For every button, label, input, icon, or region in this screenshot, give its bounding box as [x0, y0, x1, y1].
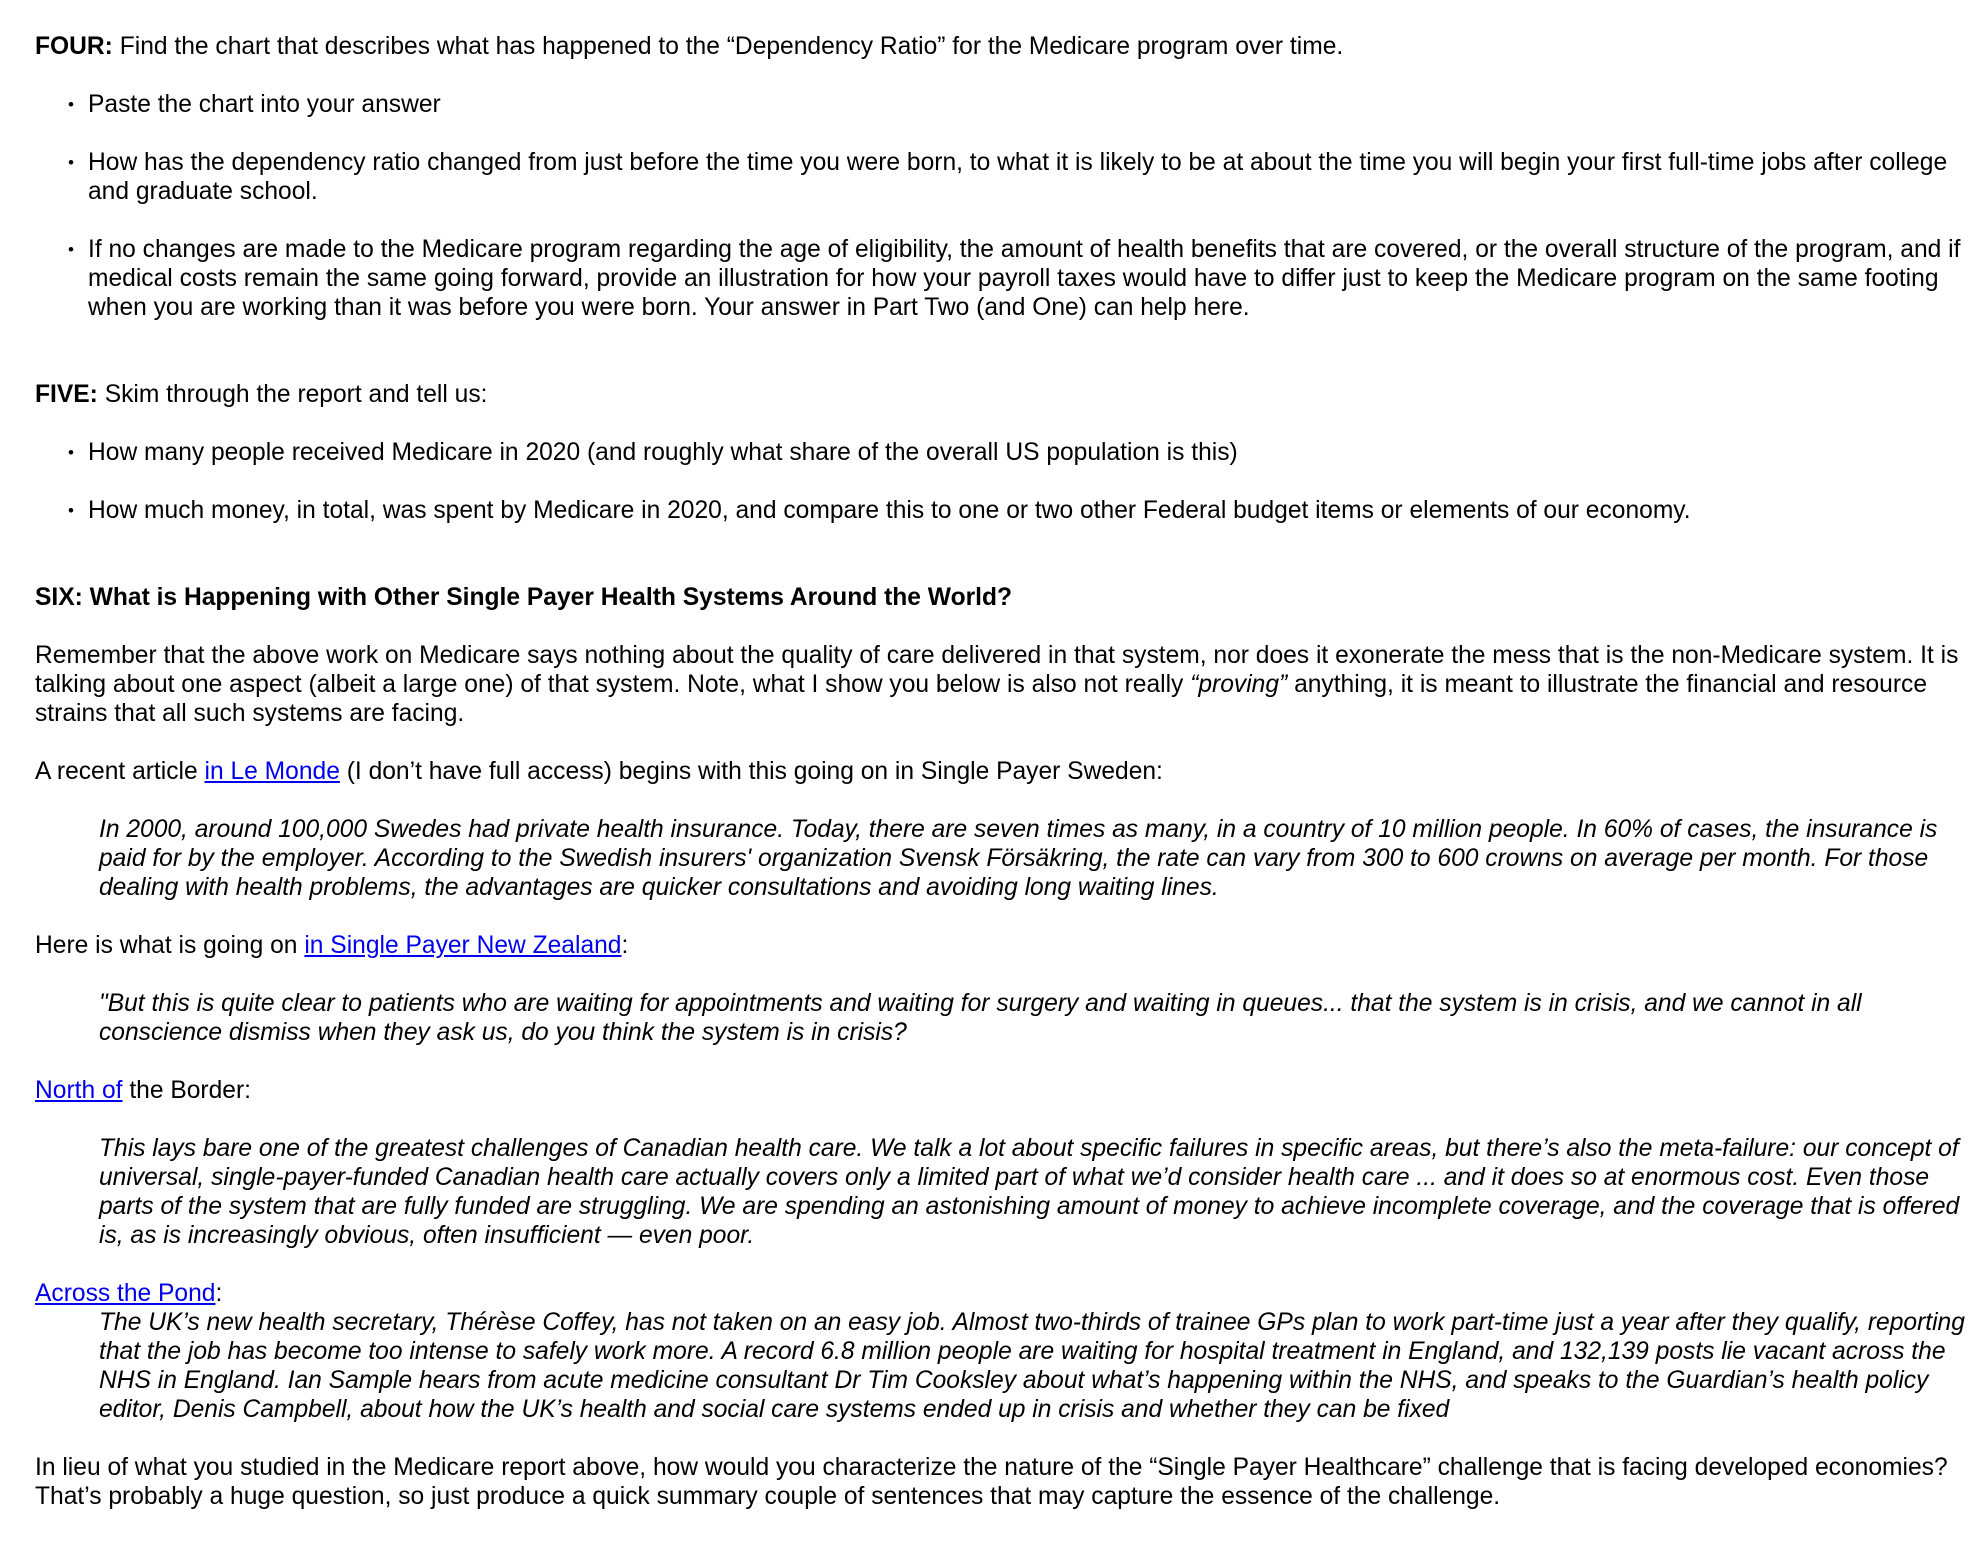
le-monde-link[interactable]: in Le Monde	[204, 758, 340, 785]
section-five-heading	[35, 380, 1985, 409]
closing-question: In lieu of what you studied in the Medicare report above, how would you characterize the nature of the “Single Payer Healthcare” challenge that is facing developed economies? That’s probably a huge question, so just produce a quick summary couple of sentences that may capture the essence of the challenge.	[35, 1454, 1948, 1510]
nz-pre-text: Here is what is going on	[35, 932, 305, 959]
spacer	[35, 351, 1985, 380]
sweden-post-text: (I don’t have full access) begins with this going on in Single Payer Sweden:	[339, 758, 1163, 785]
canada-paragraph	[35, 1076, 1985, 1105]
intro-text-a: Remember that the above work on Medicare says nothing about the quality of care delivered in that system, nor does it exonerate the mess that is the non-Medicare system. It is talking about one aspect (albeit a large one) of that system. Note, what I show you below is also not really	[35, 642, 1959, 698]
sweden-paragraph	[35, 757, 1985, 786]
intro-emphasis: “proving”	[1190, 671, 1288, 698]
new-zealand-quote: "But this is quite clear to patients who are waiting for appointments and waiting for surgery and waiting in queues... that the system is in crisis, and we cannot in all conscience dismiss when they ask us, do you think the system is in crisis?	[99, 990, 1862, 1046]
list-item: • If no changes are made to the Medicare program regarding the age of eligibility, the amount of health benefits that are covered, or the overall structure of the program, and if medical costs remain the same going forward, provide an illustration for how your payroll taxes would have to differ just to keep the Medicare program on the same footing when you are working than it was before you were born. Your answer in Part Two (and One) can help here.	[88, 235, 1985, 322]
nz-post-text: :	[621, 932, 629, 959]
uk-paragraph	[35, 1279, 1985, 1308]
section-six-title: SIX: What is Happening with Other Single Payer Health Systems Around the World?	[35, 584, 1013, 611]
list-item: • Paste the chart into your answer	[88, 90, 1985, 119]
list-item: • How much money, in total, was spent by Medicare in 2020, and compare this to one or two other Federal budget items or elements of our economy.	[88, 496, 1985, 525]
sweden-pre-text: A recent article	[35, 758, 205, 785]
canada-post-text: the Border:	[122, 1077, 251, 1104]
section-five-intro: Skim through the report and tell us:	[97, 381, 488, 408]
section-four-label: FOUR:	[35, 33, 113, 60]
uk-quote: The UK’s new health secretary, Thérèse Coffey, has not taken on an easy job. Almost two-thirds of trainee GPs plan to work part-time just a year after they qualify, reporting that the job has become too intense to safely work more. A record 6.8 million people are waiting for hospital treatment in England, and 132,139 posts lie vacant across the NHS in England. Ian Sample hears from acute medicine consultant Dr Tim Cooksley about what’s happening within the NHS, and speaks to the Guardian’s health policy editor, Denis Campbell, about how the UK’s health and social care systems ended up in crisis and whether they can be fixed	[99, 1309, 1965, 1423]
section-four-heading	[35, 32, 1985, 61]
spacer	[35, 554, 1985, 583]
across-the-pond-link[interactable]: Across the Pond	[35, 1280, 216, 1307]
list-item: • How many people received Medicare in 2020 (and roughly what share of the overall US population is this)	[88, 438, 1985, 467]
section-six-intro-paragraph	[35, 641, 1985, 728]
sweden-quote: In 2000, around 100,000 Swedes had private health insurance. Today, there are seven times as many, in a country of 10 million people. In 60% of cases, the insurance is paid for by the employer. According to the Swedish insurers' organization Svensk Försäkring, the rate can vary from 300 to 600 crowns on average per month. For those dealing with health problems, the advantages are quicker consultations and avoiding long waiting lines.	[99, 816, 1938, 901]
new-zealand-paragraph	[35, 931, 1985, 960]
section-five-list	[35, 438, 1985, 525]
intro-text-b: anything, it is meant to illustrate the financial and resource strains that all such systems are facing.	[35, 671, 1928, 727]
uk-post-text: :	[215, 1280, 223, 1307]
north-of-link[interactable]: North of	[35, 1077, 123, 1104]
new-zealand-link[interactable]: in Single Payer New Zealand	[304, 932, 622, 959]
canada-quote: This lays bare one of the greatest challenges of Canadian health care. We talk a lot about specific failures in specific areas, but there’s also the meta-failure: our concept of universal, single-payer-funded Canadian health care actually covers only a limited part of what we’d consider health care ... and it does so at enormous cost. Even those parts of the system that are fully funded are struggling. We are spending an astonishing amount of money to achieve incomplete coverage, and the coverage that is offered is, as is increasingly obvious, often insufficient — even poor.	[99, 1135, 1960, 1249]
section-four-intro: Find the chart that describes what has happened to the “Dependency Ratio” for the Medicare program over time.	[112, 33, 1344, 60]
list-item: • How has the dependency ratio changed from just before the time you were born, to what it is likely to be at about the time you will begin your first full-time jobs after college and graduate school.	[88, 148, 1985, 206]
section-four-list	[35, 90, 1985, 322]
section-five-label: FIVE:	[35, 381, 98, 408]
